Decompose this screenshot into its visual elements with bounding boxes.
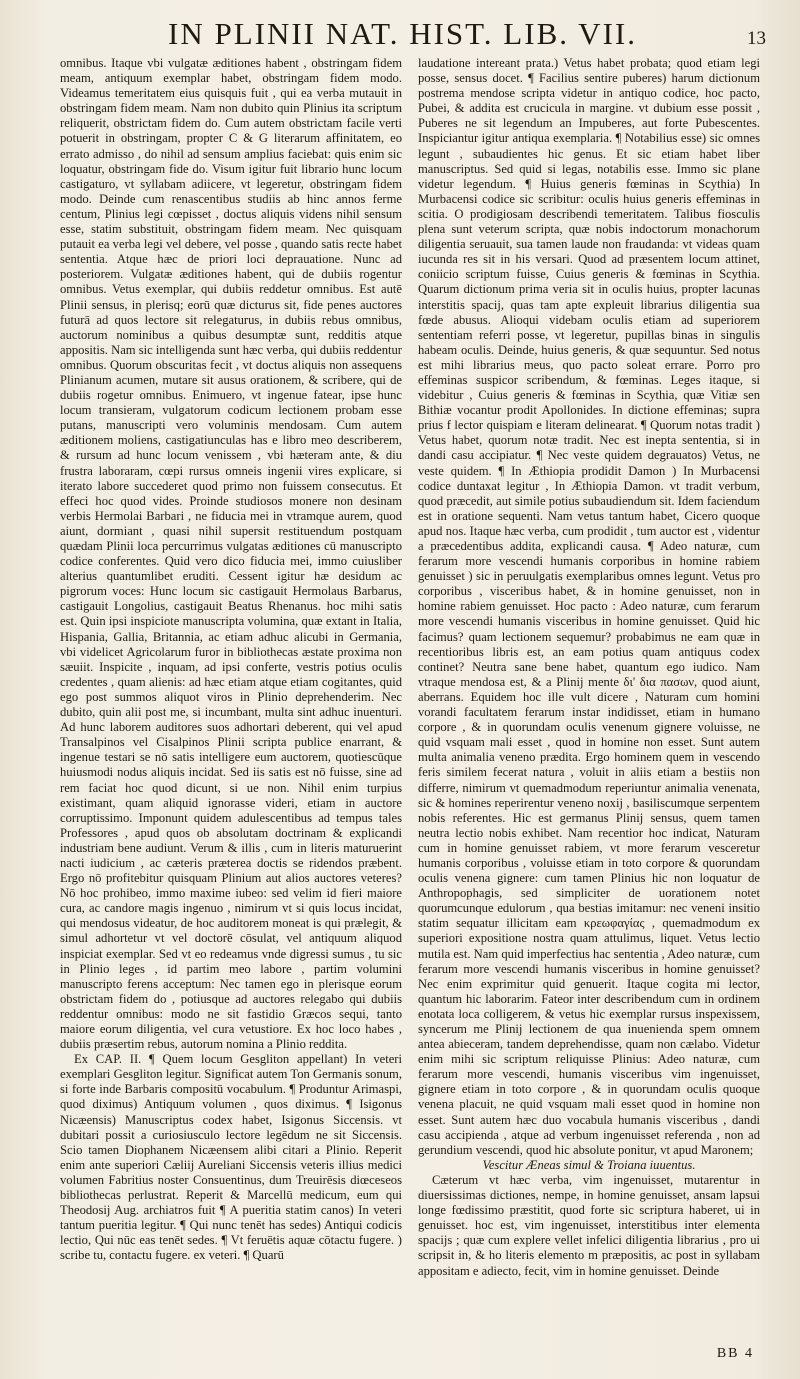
page-header [0, 12, 800, 52]
left-column [60, 56, 402, 1326]
left-paragraph-1: omnibus. Itaque vbi vulgatæ æditiones habent , obstringam fidem meam, antiquum exemplar habet, obstringam fidem modo. Videamus temeritatem eius quisquis fuit , qui ea verba mutauit in obstringam fidem meam. Nam non dubito quin Plinius ita scriptum reliquerit, obstrictam fidem do. Cum autem obstrictam facile verti potuerit in obstringam, propter C & G literarum affinitatem, eo errato admisso , do nihil ad sensum amplius faciebat: quis enim sic loquatur, obstringam fide do. Visum igitur fuit librario hunc locum castigaturo, vt syllabam adiicere, vt legeretur, obstringam fidem modo. Deinde cum renascentibus studiis ab hinc annos ferme centum, Plinius legi cœpisset , doctus aliquis videns nihil sensum esse, statim substituit, obstringam fidem meam. Nec quisquam putauit ea verba legi vel debere, vel posse , quando satis recte habet sententia. Atque hæc de priori loci deprauatione. Nunc ad posteriorem. Vulgatæ æditiones habent, qui de dubiis rogentur omnibus. Vetus exemplar, qui dubiis reddetur omnibus. Est autē Plinii sensus, in plerisq; eorū quæ dicturus sit, fide penes auctores futurā ad quos lectore sit relegaturus, in dubiis rebus omnibus, auctorum nominibus a quibus desumptæ sunt, redditis atque appositis. Nam sic intelligenda sunt hæc verba, qui dubiis reddentur omnibus. Quorum obscuritas fecit , vt doctus aliquis non assequens Plinianum acumen, mutare sit ausus orationem, & scribere, qui de dubiis rogetur omnibus. Enimuero, vt ingenue fatear, ipse hunc locum transieram, vulgatorum codicum lectionem probam esse putans, manuscripti vero voluminis mendosam. Cum autem æditionem moliens, castigatiunculas has e libro meo describerem, & rursum ad hunc locum venissem , vbi hæteram ante, & diu frustra laboraram, cœpi rursus omneis ingenii vires explicare, si iterato labore succederet quod primo non fuissem consecutus. Et effeci hoc quod vides. Proinde studiosos monere non desinam verbis Hermolai Barbari , ne fiducia mei in vtramque aurem, quod aiunt, dormiant , quasi nihil supersit restituendum postquam quædam Plinii loca percurrimus vulgatas æditiones cū manuscripto codice conferentes. Quid vero dico fiducia mei, immo cuiusliber alterius quantumlibet eruditi. Cessent igitur hæ desidum ac pigrorum voces: Hunc locum sic castigauit Hermolaus Barbarus, castigauit Longolius, castigauit Beatus Rhenanus. hoc mihi satis est. Quin ipsi inspiciote manuscripta volumina, quæ extant in Italia, Hispania, Gallia, Britannia, ac etiam adhuc alicubi in Germania, vbi videlicet Agricolarum furor in bibliothecas æstate proxima non sæuiit. Inspicite , inquam, ad ipsi conferte, vestris potius oculis credentes , quam alienis: ad hæc etiam atque etiam cogitantes, quid ego post summos aliquot viros in Plinio deprehenderim. Nec dubito, quin alii post me, si incumbant, multa sint adhuc inuenturi. Ad hunc laborem auditores suos adhortari deberent, qui vel apud Transalpinos vel Cisalpinos Plinii scripta publice enarrant, & ingenue testari se nō satis intelligere eum auctorem, quotiescūque huiusmodi nodus aliquis incidat. Sed iis satis est nō fuisse, sine ad rem faciat hoc quod dicunt, si ue non. Nihil enim turpius existimant, quam aliquid ignorasse videri, etiam in auctore corruptissimo. Imponunt quidem adulescentibus ad tempus tales Professores , apud quos ob absolutam doctrinam & explicandi industriam bene audiunt. Verum & illis , cum in literis maturuerint nacti iudicium , ac cæteris præterea doctis se ridendos præbent. Ergo nō profitebitur quisquam Plinium aut alios auctores veteres? Nō hoc prohibeo, immo maxime iubeo: sed velim id fieri maiore cura, ac candore magis ingenuo , nimirum vt si quis locus incidat, qui mendosus videatur, de hoc auditorem moneat is qui prælegit, & simul adhortetur vt vel doctorē cōsulat, vel antiquum aliquod inspiciat exemplar. Sed vt eo redeamus vnde digressi sumus , tu sic in Plinio leges , id partim meo labore , partim volumini manuscripto ferens acceptum: Nec tamen ego in plerisque eorum obstrictam fidem do , potiusque ad auctores relegabo qui dubiis reddentur omnibus: modo ne sit fastidio Græcos sequi, tanto maiore eorum diligentia, vel cura vetustiore. Ex hoc loco habes , dubiis præsertim rebus, autorum nomina a Plinio reddita. [60, 56, 402, 1052]
page-number: 13 [747, 28, 766, 49]
left-paragraph-2: Ex CAP. II. ¶ Quem locum Gesgliton appellant) In veteri exemplari Gesgliton legitur. Significat autem Ton Germanis sonum, si forte inde Barbaris compositū vocabulum. ¶ Produntur Arimaspi, quod diximus) Antiquum volumen , quos diximus. ¶ Isigonus Nicæensis) Manuscriptus codex habet, Isigonus Siccensis. vt dubitari possit a curiosiusculo lectore legēdum ne sit Siccensis. Scio tamen Diophanem Nicæensem alibi citari a Plinio. Reperit enim ante superiori Cæliij Aureliani Siccensis veteris illius medici volumen Fabritius noster Consuentinus, dum Treuirēsis diœceseos bibliothecas perlustrat. Reperit & Marcellū medicum, eum qui Theodosij Aug. archiatros fuit ¶ A pueritia statim canos) In veteri tantum pueritia legitur. ¶ Qui nunc tenēt has sedes) Antiqui codicis lectio, Qui nūc eas tenēt sedes. ¶ Vt feruētis aquæ cōtactu fugere. ) scribe tu, contactu fugere. ex veteri. ¶ Quarū [60, 1052, 402, 1263]
right-paragraph-1: laudatione intereant prata.) Vetus habet probata; quod etiam legi posse, sensus docet. ¶ Facilius sentire puberes) harum dictionum postrema mendose scripta videtur in antiquo codice, hoc pacto, Pubei, & addita est crucicula in margine. vt dubium esse possit , Puberes ne sit legendum an Impuberes, aut forte Pubescentes. Inspiciantur igitur antiqua exemplaria. ¶ Notabilius esse) sic omnes legunt , subaudientes hic genus. Et sic etiam habet liber manuscriptus. Sed quid si legas, notabilis esse. Immo sic plane videtur legendum. ¶ Huius generis fœminas in Scythia) In Murbacensi codice sic scribitur: oculis huius generis effeminas in scitia. O prodigiosam describendi temeritatem. Talibus fiosculis plena sunt veterum scripta, quæ nobis indoctorum monachorum diligentia seruauit, sua tamen laude non fraudanda: vt videas quam iucunda res sit in his versari. Quod ad præsentem locum attinet, coniicio scriptum fuisse, Cuius generis & fœminas in Scythia. Quarum dictionum prima veria sit in oculis huius, propter lacunas interstitis spacij, quas tam apte expleuit librarius diligentia sua fœde abusus. Alioqui videbam oculis etiam ad superiorem sententiam referri posse, vt legeretur, pupillas binas in singulis habeam oculis. Deinde, huius generis, & quæ sequuntur. Sed notus est mihi librarius meus, quo pacto soleat errare. Porro pro effeminas suspicor scribendum, & fœminas. Leges itaque, si videbitur , Cuius generis & fœminas in Scythia, quæ Vitiæ sen Bithiæ vocantur prodit Apollonides. In dictione effeminas; supra prius f lector quispiam e literam delinearat. ¶ Quorum notas tradit ) Vetus habet, quorum notæ tradit. Nec est inepta sententia, si in dandi casu accipiatur. ¶ Nec veste quidem degrauatos) Vetus, ne veste quidem. ¶ In Æthiopia prodidit Damon ) In Murbacensi codice duntaxat legitur , In Æthiopia Damon. vt tradit verbum, quod præcedit, aut simile potius subaudiendum sit. Idem faciendum est in oratione sequenti. Nam vetus tantum habet, Cicero quoque apud nos. Itaque hæc verba, cum prodidit , tum auctor est , videntur a præcedentibus addita, explicandi causa. ¶ Adeo naturæ, cum ferarum more vescendi humanis corporibus in homine rabiem genuisset ) sic in peruulgatis exemplaribus omnes legunt. Vetus pro corporibus , visceribus habet, & in homine genuisset, non in homine rabiem genuisset. Hoc pacto : Adeo naturæ, cum ferarum more vescendi humanis visceribus in homine genuisset. Quid hic facimus? quam lectionem sequemur? probabimus ne eam quæ in recentioribus libris est, an eam potius quam antiquus codex continet? Neutra sane bene habet, quantum ego iudico. Nam vtraque mendosa est, & a Plinij mente δι' δια πασων, quod aiunt, aberrans. Equidem hoc ille vult dicere , Naturam cum homini vorandi facultatem ferarum instar indidisset, etiam in humano corpore , & in quorundam oculis venenum gignere voluisse, ne quid vsquam mali esset , quod in homine non esset. Sunt autem multa animalia veneno prædita. Ergo hominem quem in vescendo feris similem fecerat natura , voluit in aliis etiam a bestiis non differre, nimirum vt quemadmodum reperiuntur animalia venenata, sic & homines reperirentur veneno noxij , basiliscumque serpentem nobis referentes. Hic est germanus Plinij sensus, quem tamen neutra lectio nobis exhibet. Nam recentior hoc indicat, Naturam cum in homine genuisset rabiem, vt more ferarum vesceretur humanis corporibus , voluisse etiam in toto corpore & quorundam oculis venena gignere: cum tamen Plinius hic non loquatur de Anthropophagis, sed simpliciter de uorationem notet quorumcunque edulorum , qua bestias imitamur: nec veneni insitio statim sequatur illicitam eam κρεωφαγίας , quemadmodum ex superiori expositione nostra quam attulimus, liquet. Vetus lectio mutila est. Nam quid imperfectius hac sententia , Adeo naturæ, cum ferarum more vescendi humanis visceribus in homine genuisset? Nec enim exprimitur quid genuerit. Itaque cogita mi lector, quantum hic laborarim. Fateor inter describendum cum in ordinem enotata loca colligerem, & vetus hic exemplar rursus inspexissem, syncerum me Plinij lectionem de qua inuenienda spem omnem antea abieceram, tandem deprehendisse, quam non cælabo. Videtur enim mihi sic scriptum reliquisse Plinius: Adeo naturæ, cum ferarum more vescendi, humanis visceribus vim ingenuisset, gignere etiam in toto corpore , & in quorundam oculis quoque venena placuit, ne quid vsquam mali esset quod in homine non esset. Sunt autem hæc duo vocabula humanis visceribus , dandi casu accipienda , atque ad verbum ingenuisset referenda , non ad gerundium vescendi, quod hic absolute ponitur, vt apud Maronem; [418, 56, 760, 1157]
right-column [418, 56, 760, 1326]
text-columns [60, 56, 760, 1326]
right-verse: Vescitur Æneas simul & Troiana iuuentus. [482, 1157, 696, 1172]
running-title: IN PLINII NAT. HIST. LIB. VII. [168, 16, 637, 51]
right-paragraph-2: Cæterum vt hæc verba, vim ingenuisset, mutarentur in diuersissimas dictiones, nempe, in homine genuisset, ansam lapsui longe fœdissimo præstitit, quod forte sic scriptura haberet, ui in genuisset. hoc est, vim ingenuisset, interstitibus inter elementa spacijs ; quæ cum explere vellet infelici diligentia librarius , pro ui scripsit in, & ho literis elemento m præpositis, ac post in syllabam appositam e adiecto, fecit, vim in homine genuisset. Deinde [418, 1172, 760, 1278]
signature-mark: BB 4 [716, 1346, 754, 1361]
